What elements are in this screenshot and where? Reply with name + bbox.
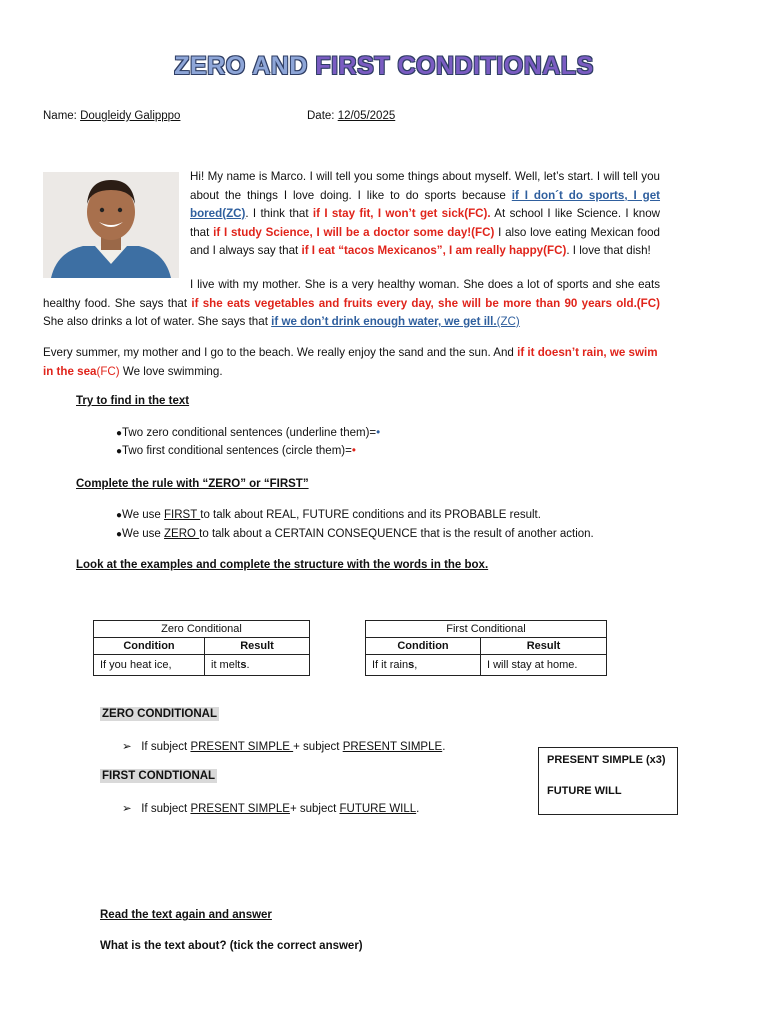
rule1-answer: FIRST	[164, 509, 201, 521]
blue-dot-icon: •	[376, 427, 381, 439]
task4-question: What is the text about? (tick the correct answer)	[100, 940, 363, 952]
first-s3: .	[416, 803, 420, 815]
first-conditional-sentence-3: if I eat “tacos Mexicanos”, I am really happy(FC)	[301, 244, 567, 257]
date-value: 12/05/2025	[337, 110, 396, 122]
task2-heading: Complete the rule with “ZERO” or “FIRST”	[76, 478, 309, 490]
zero-structure-line	[122, 739, 445, 753]
first-conditional-sentence-5: if it doesn’t rain, we swim in the sea	[43, 346, 658, 378]
first-table-title: First Conditional	[366, 621, 607, 638]
para2-text-2: She also drinks a lot of water. She says that	[43, 315, 272, 328]
rule2-post: to talk about a CERTAIN CONSEQUENCE that is the result of another action.	[199, 528, 594, 540]
zero-result-pre: it melt	[211, 659, 241, 671]
para3-text-2: We love swimming.	[119, 364, 223, 378]
page-title	[0, 52, 768, 81]
zero-conditional-table	[93, 620, 310, 676]
task4-heading: Read the text again and answer	[100, 909, 272, 921]
title-part1: ZERO AND	[174, 52, 316, 80]
rule1-post: to talk about REAL, FUTURE conditions and its PROBABLE result.	[200, 509, 541, 521]
first-table-col-condition: Condition	[366, 638, 481, 655]
word-box-item-1: PRESENT SIMPLE (x3)	[547, 754, 666, 766]
zero-result-bold: s	[240, 659, 247, 671]
zero-structure-heading	[100, 708, 219, 720]
para3-text-1: Every summer, my mother and I go to the beach. We really enjoy the sand and the sun. And	[43, 346, 518, 359]
date-label: Date:	[307, 110, 338, 122]
word-box-item-2: FUTURE WILL	[547, 785, 622, 797]
arrow-bullet-icon: ➢	[122, 741, 132, 753]
title-part2: FIRST CONDITIONALS	[315, 52, 594, 80]
first-structure-heading	[100, 770, 217, 782]
name-label: Name:	[43, 110, 81, 122]
red-dot-icon: •	[351, 445, 356, 457]
zero-s1: If subject	[141, 741, 191, 753]
date-line	[307, 110, 395, 122]
para1-text-4: I also love eating Mexican food and I always say that	[190, 225, 660, 257]
zero-table-condition: If you heat ice,	[94, 655, 205, 676]
para1-text-3: At school I like Science. I know that	[190, 207, 661, 239]
zero-table-result	[205, 655, 310, 676]
paragraph-3	[43, 344, 660, 381]
first-table-condition	[366, 655, 481, 676]
first-answer-1: PRESENT SIMPLE	[190, 803, 290, 815]
first-table-col-result: Result	[481, 638, 607, 655]
task1-heading: Try to find in the text	[76, 395, 190, 407]
first-conditional-table	[365, 620, 607, 676]
arrow-bullet-icon: ➢	[122, 803, 132, 815]
first-table-result: I will stay at home.	[481, 655, 607, 676]
zero-table-title: Zero Conditional	[94, 621, 310, 638]
zero-conditional-sentence-2: if we don’t drink enough water, we get ill.	[271, 315, 497, 328]
para1-text-5: . I love that dish!	[566, 244, 651, 257]
zero-result-post: .	[246, 659, 250, 671]
first-conditional-sentence-1: if I stay fit, I won’t get sick(FC).	[312, 207, 491, 220]
first-cond-bold: s	[408, 659, 415, 671]
name-line	[43, 110, 180, 122]
paragraph-2	[43, 276, 660, 332]
task1-item-1-text: Two zero conditional sentences (underline them)=	[122, 427, 377, 439]
first-conditional-sentence-2: if I study Science, I will be a doctor some day!(FC)	[213, 225, 495, 239]
zero-answer-2: PRESENT SIMPLE	[342, 741, 443, 753]
first-conditional-sentence-4: if she eats vegetables and fruits every day, she will be more than 90 years old.(FC)	[191, 296, 660, 310]
first-cond-pre: If it rain	[372, 659, 409, 671]
zero-conditional-sentence-1: if I don´t do sports, I get bored(ZC)	[190, 188, 661, 220]
rule-1: ●We use FIRST to talk about REAL, FUTURE conditions and its PROBABLE result.	[116, 509, 541, 521]
fc-tag: (FC)	[96, 364, 120, 378]
first-s1: If subject	[141, 803, 191, 815]
task1-item-1: ●Two zero conditional sentences (underline them)=•	[116, 427, 381, 439]
rule2-answer: ZERO	[164, 528, 200, 540]
first-s2: + subject	[289, 803, 340, 815]
para1-text-2: . I think that	[245, 207, 313, 220]
word-box	[538, 747, 678, 815]
student-photo	[43, 172, 179, 278]
para2-text-1: I live with my mother. She is a very healthy woman. She does a lot of sports and she eats healthy food. She says that	[43, 278, 660, 310]
first-cond-post: ,	[414, 659, 418, 671]
zero-s3: .	[442, 741, 446, 753]
zero-table-col-condition: Condition	[94, 638, 205, 655]
name-value: Dougleidy Galipppo	[80, 110, 181, 122]
zero-structure-heading-text: ZERO CONDITIONAL	[102, 708, 217, 720]
zero-s2: + subject	[293, 741, 343, 753]
zero-answer-1: PRESENT SIMPLE	[190, 741, 294, 753]
rule1-pre: We use	[122, 509, 165, 521]
task1-item-2: ●Two first conditional sentences (circle them)=•	[116, 445, 356, 457]
zero-table-col-result: Result	[205, 638, 310, 655]
rule2-pre: We use	[122, 528, 165, 540]
zc-tag: (ZC)	[496, 315, 520, 328]
first-answer-2: FUTURE WILL	[339, 803, 417, 815]
paragraph-1	[190, 168, 660, 261]
task1-item-2-text: Two first conditional sentences (circle them)=	[122, 445, 352, 457]
first-structure-heading-text: FIRST CONDTIONAL	[102, 770, 216, 782]
para1-text-1: Hi! My name is Marco. I will tell you some things about myself. Well, let’s start. I will tell you about the things I love doing. I like to do sports because	[190, 170, 660, 202]
task3-heading: Look at the examples and complete the structure with the words in the box.	[76, 559, 489, 571]
rule-2: ●We use ZERO to talk about a CERTAIN CONSEQUENCE that is the result of another action.	[116, 528, 594, 540]
first-structure-line	[122, 801, 419, 815]
